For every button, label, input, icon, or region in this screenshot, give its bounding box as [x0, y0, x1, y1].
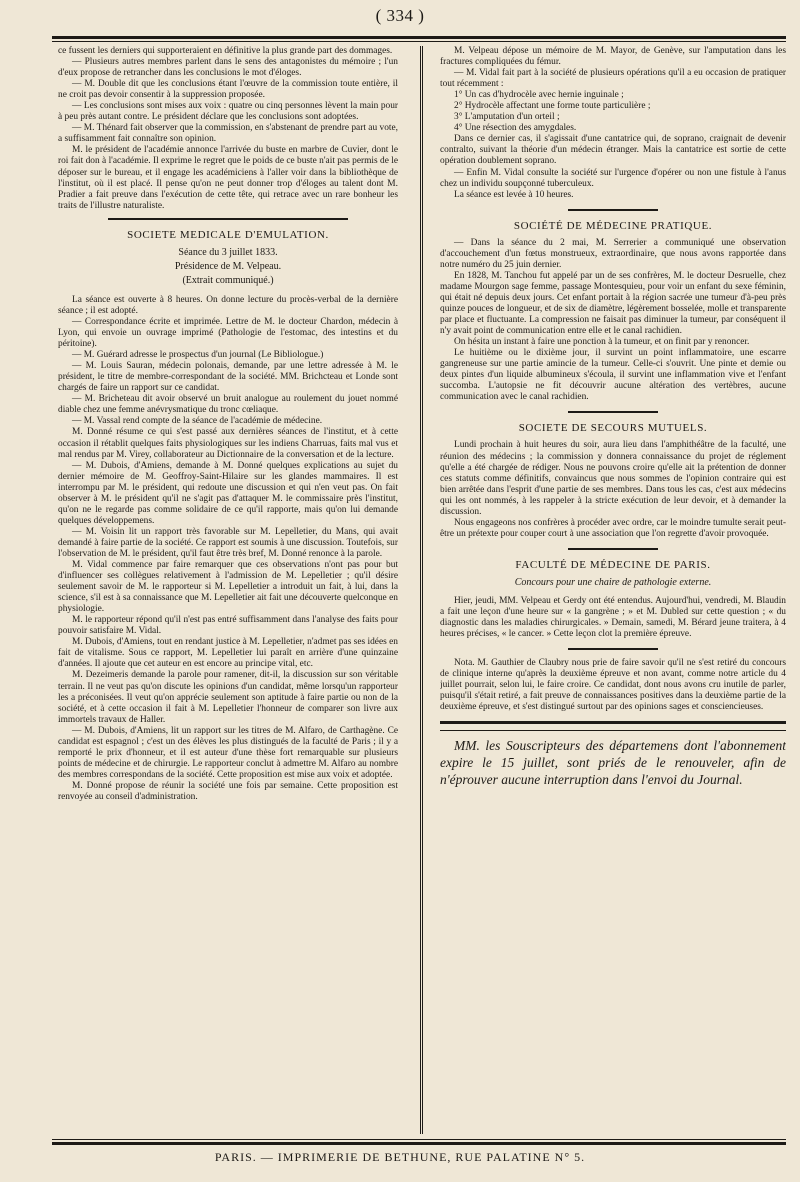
- paragraph: — M. Dubois, d'Amiens, demande à M. Donné quelques explications au sujet du dernier mémoire de M. Geoffroy-Saint-Hilaire sur les glandes mammaires. Il est interrompu par M. le président, qui redoute une discussion et qui n'en veut pas. On fait observer à M. le président qu'il ne s'agit pas d'attaquer M. le commissaire près l'institut, qu'on ne le regarde pas comme solidaire de ce qu'il rapporte, mais qu'on lui demande quelques développemens.: [58, 460, 398, 526]
- paragraph: M. le rapporteur répond qu'il n'est pas entré suffisamment dans l'analyse des faits pour pouvoir satisfaire M. Vidal.: [58, 615, 398, 637]
- list-item: 2° Hydrocèle affectant une forme toute particulière ;: [454, 101, 651, 112]
- section-divider: [568, 209, 658, 211]
- paragraph: M. Donné résume ce qui s'est passé aux dernières séances de l'institut, et à cette occasion il rétablit quelques faits physiologiques sur les indiens Charruas, faits mal vus et mal rendus par M. Virey, collaborateur au Dictionnaire de la conversation et de la lecture.: [58, 427, 398, 460]
- paragraph: Hier, jeudi, MM. Velpeau et Gerdy ont été entendus. Aujourd'hui, vendredi, M. Blaudin a fait une leçon d'une heure sur « la gangrène ; » et M. Dubled sur cette question ; « du diagnostic dans les maladies chirurgicales. » Demain, samedi, M. Bérard jeune traitera, à 4 heures précises, « le cancer. » Cette leçon clot la première épreuve.: [440, 595, 786, 640]
- section-divider: [568, 548, 658, 550]
- paragraph: La séance est levée à 10 heures.: [454, 189, 574, 200]
- left-column: [58, 46, 398, 1134]
- section-title-emulation: SOCIETE MEDICALE D'EMULATION.: [127, 228, 329, 241]
- paragraph: — M. Dubois, d'Amiens, lit un rapport sur les titres de M. Alfaro, de Carthagène. Ce candidat est espagnol ; c'est un des élèves les plus distingués de la faculté de Paris ; il y a remporté le prix d'honneur, et il est auteur d'une thèse fort remarquable sur plusieurs points de médecine et de chirurgie. Le rapporteur conclut à admettre M. Alfaro au nombre des membres correspondans de la société. Cette proposition est mise aux voix et adoptée.: [58, 725, 398, 780]
- paragraph: M. Velpeau dépose un mémoire de M. Mayor, de Genève, sur l'amputation dans les fractures compliquées du fémur.: [440, 46, 786, 68]
- paragraph: — M. Vassal rend compte de la séance de l'académie de médecine.: [72, 416, 323, 427]
- session-date: Séance du 3 juillet 1833.: [178, 246, 278, 258]
- paragraph: — Enfin M. Vidal consulte la société sur l'urgence d'opérer ou non une fistule à l'anus chez un individu soupçonné tuberculeux.: [440, 167, 786, 189]
- bottom-double-rule: [52, 1139, 786, 1145]
- paragraph: Lundi prochain à huit heures du soir, aura lieu dans l'amphithéâtre de la faculté, une réunion des médecins ; la commission y donnera connaissance du projet de réglement qu'elle a été chargée de rédiger. Nous ne pouvons croire qu'elle ait la prétention de donner ces statuts comme définitifs, convaincus que nous sommes de l'opinion contraire qui est bien arrêtée dans l'esprit d'une partie de ses membres. Dans tous les cas, c'est aux médecins qui les ont nommés, à les rappeler à la stricte exécution de leur devoir, et à demander la discussion.: [440, 440, 786, 517]
- list-item: 3° L'amputation d'un orteil ;: [454, 112, 560, 123]
- section-divider: [568, 648, 658, 650]
- paragraph: M. Dezeimeris demande la parole pour ramener, dit-il, la discussion sur son véritable terrain. Il ne veut pas qu'on discute les opinions d'un candidat, même lorsqu'un rapporteur les a préconisées. Il veut qu'on apprécie seulement son aptitude à faire partie ou non de la société, et à cette occasion il fait à M. Lepelletier l'honneur de comparer son livre aux immortels travaux de Haller.: [58, 670, 398, 725]
- top-double-rule: [52, 36, 786, 42]
- paragraph: Dans ce dernier cas, il s'agissait d'une cantatrice qui, de soprano, craignait de devenir contralto, suivant la théorie d'un médecin étranger. Mais la cantatrice est sortie de cette opération doublement soprano.: [440, 134, 786, 167]
- page-number: ( 334 ): [375, 6, 425, 25]
- paragraph: — Correspondance écrite et imprimée. Lettre de M. le docteur Chardon, médecin à Lyon, qui envoie un ouvrage imprimé (Pathologie de l'estomac, des intestins et du péritoine).: [58, 316, 398, 350]
- paragraph: Le huitième ou le dixième jour, il survint un point inflammatoire, une escarre gangreneuse sur une partie amincie de la tumeur. Celle-ci s'ouvrit. Une pinte et demie ou deux pintes d'un liquide albumineux s'écoula, il survint une inflammation vive et l'enfant succomba. L'autopsie ne fit découvrir aucune altération des vertèbres, aucune communication avec le canal rachidien.: [440, 348, 786, 403]
- presidency: Présidence de M. Velpeau.: [174, 260, 282, 272]
- paragraph: — M. Bricheteau dit avoir observé un bruit analogue au roulement du jouet nommé diable chez une femme anévrysmatique du tronc cœliaque.: [58, 394, 398, 416]
- notice-double-rule: [440, 721, 786, 731]
- paragraph: ce fussent les derniers qui supporteraient en définitive la plus grande part des dommages.: [58, 46, 393, 56]
- paragraph: On hésita un instant à faire une ponction à la tumeur, et on finit par y renoncer.: [454, 337, 750, 348]
- paragraph: — Dans la séance du 2 mai, M. Serrerier a communiqué une observation d'accouchement d'un fœtus monstrueux, extraordinaire, que nous avons rapportée dans notre numéro du 25 juin dernier.: [440, 237, 786, 270]
- paragraph: — M. Thénard fait observer que la commission, en s'abstenant de prendre part au vote, a suffisamment fait connaître son opinion.: [58, 123, 398, 145]
- paragraph: M. Dubois, d'Amiens, tout en rendant justice à M. Lepelletier, n'admet pas ses idées en fait de vitalisme. Sous ce rapport, M. Lepelletier lui paraît en arrière d'une quinzaine d'années. Il ajoute que cet auteur en est encore au principe vital, etc.: [58, 637, 398, 670]
- extract-note: (Extrait communiqué.): [182, 274, 274, 286]
- printer-footer: PARIS. — IMPRIMERIE DE BETHUNE, RUE PALATINE N° 5.: [214, 1150, 586, 1164]
- section-title-secours-mutuels: SOCIETE DE SECOURS MUTUELS.: [518, 422, 708, 435]
- section-title-medecine-pratique: SOCIÉTÉ DE MÉDECINE PRATIQUE.: [513, 219, 713, 232]
- subscription-notice: MM. les Souscripteurs des départemens dont l'abonnement expire le 15 juillet, sont priés de le renouveler, afin de n'éprouver aucune interruption dans l'envoi du Journal.: [440, 738, 786, 788]
- paragraph: La séance est ouverte à 8 heures. On donne lecture du procès-verbal de la dernière séance ; il est adopté.: [58, 294, 398, 316]
- paragraph: M. le président de l'académie annonce l'arrivée du buste en marbre de Cuvier, dont le roi fait don à l'académie. Il exprime le regret que le poids de ce buste n'ait pas permis de le déposer sur le bureau, et il engage les académiciens à l'aller voir dans la bibliothèque de l'institut, où il est placé. Il pense qu'on ne peut donner trop d'éloges au talent dont M. Pradier a fait preuve dans l'exécution de cette tête, qui retrace avec un rare bonheur les traits de l'illustre naturaliste.: [58, 145, 398, 211]
- paragraph: — M. Louis Sauran, médecin polonais, demande, par une lettre adressée à M. le président, le titre de membre-correspondant de la société. MM. Brichcteau et Londe sont chargés de faire un rapport sur ce candidat.: [58, 361, 398, 394]
- paragraph: — M. Voisin lit un rapport très favorable sur M. Lepelletier, du Mans, qui avait demandé à faire partie de la société. Ce rapport est soumis à une discussion. Toutefois, sur l'observation de M. le président, qu'il faut être très bref, M. Donné renonce à la parole.: [58, 526, 398, 559]
- section-title-faculte: FACULTÉ DE MÉDECINE DE PARIS.: [515, 558, 711, 571]
- section-divider: [108, 218, 348, 220]
- right-column: [440, 46, 786, 1134]
- section-divider: [568, 411, 658, 413]
- paragraph: En 1828, M. Tanchou fut appelé par un de ses confrères, M. le docteur Desruelle, chez madame Mourgon sage femme, passage Montesquieu, pour voir un enfant du sexe féminin, qui était né depuis deux jours. Cet enfant portait à la région sacrée une tumeur d'à-peu près quinze pouces de longueur, et de six de diamètre, légèrement bosselée, molle et transparente par place et fluctuante. La compression ne faisait pas diminuer la tumeur, par conséquent il n'y avait point de communication entre elle et le canal rachidien.: [440, 270, 786, 337]
- paragraph: — Plusieurs autres membres parlent dans le sens des antagonistes du mémoire ; l'un d'eux propose de retrancher dans les conclusions le mot d'éloges.: [58, 57, 398, 79]
- list-item: 1° Un cas d'hydrocèle avec hernie inguinale ;: [454, 90, 624, 101]
- concours-subtitle: Concours pour une chaire de pathologie externe.: [514, 576, 712, 588]
- paragraph: — Les conclusions sont mises aux voix : quatre ou cinq personnes lèvent la main pour à peu près autant contre. Le président déclare que les conclusions sont adoptées.: [58, 101, 398, 123]
- column-divider: [420, 46, 423, 1134]
- paragraph: — M. Vidal fait part à la société de plusieurs opérations qu'il a eu occasion de pratiquer tout récemment :: [440, 68, 786, 90]
- paragraph: — M. Double dit que les conclusions étant l'œuvre de la commission toute entière, il ne croit pas devoir consentir à la suppression proposée.: [58, 79, 398, 101]
- list-item: 4° Une résection des amygdales.: [454, 123, 577, 134]
- paragraph: — M. Guérard adresse le prospectus d'un journal (Le Bibliologue.): [72, 350, 324, 361]
- paragraph: Nous engageons nos confrères à procéder avec ordre, car le moindre tumulte serait peut-être un prétexte pour couper court à une association que l'on regrette d'avoir provoquée.: [440, 517, 786, 539]
- nota-paragraph: Nota. M. Gauthier de Claubry nous prie de faire savoir qu'il ne s'est retiré du concours de clinique interne qu'après la deuxième épreuve et non avant, comme notre article du 4 juillet pourrait, selon lui, le faire croire. Ce candidat, dont nous avons cru inutile de parler, puisqu'il s'était retiré, a fait preuve de connaissances positives dans la deuxième partie de la deuxième épreuve, et s'est distingué surtout par des opinions sages et consciencieuses.: [440, 658, 786, 713]
- paragraph: M. Vidal commence par faire remarquer que ces observations n'ont pas pour but d'influencer ses collègues relativement à l'admission de M. Lepelletier ; qu'il désire seulement savoir de M. le rapporteur si M. Lepelletier a introduit un fait, à lui, dans la science, s'il est à sa connaissance que M. Lepelletier ait fait une découverte quelconque en physiologie.: [58, 560, 398, 615]
- paragraph: M. Donné propose de réunir la société une fois par semaine. Cette proposition est renvoyée au conseil d'administration.: [58, 780, 398, 802]
